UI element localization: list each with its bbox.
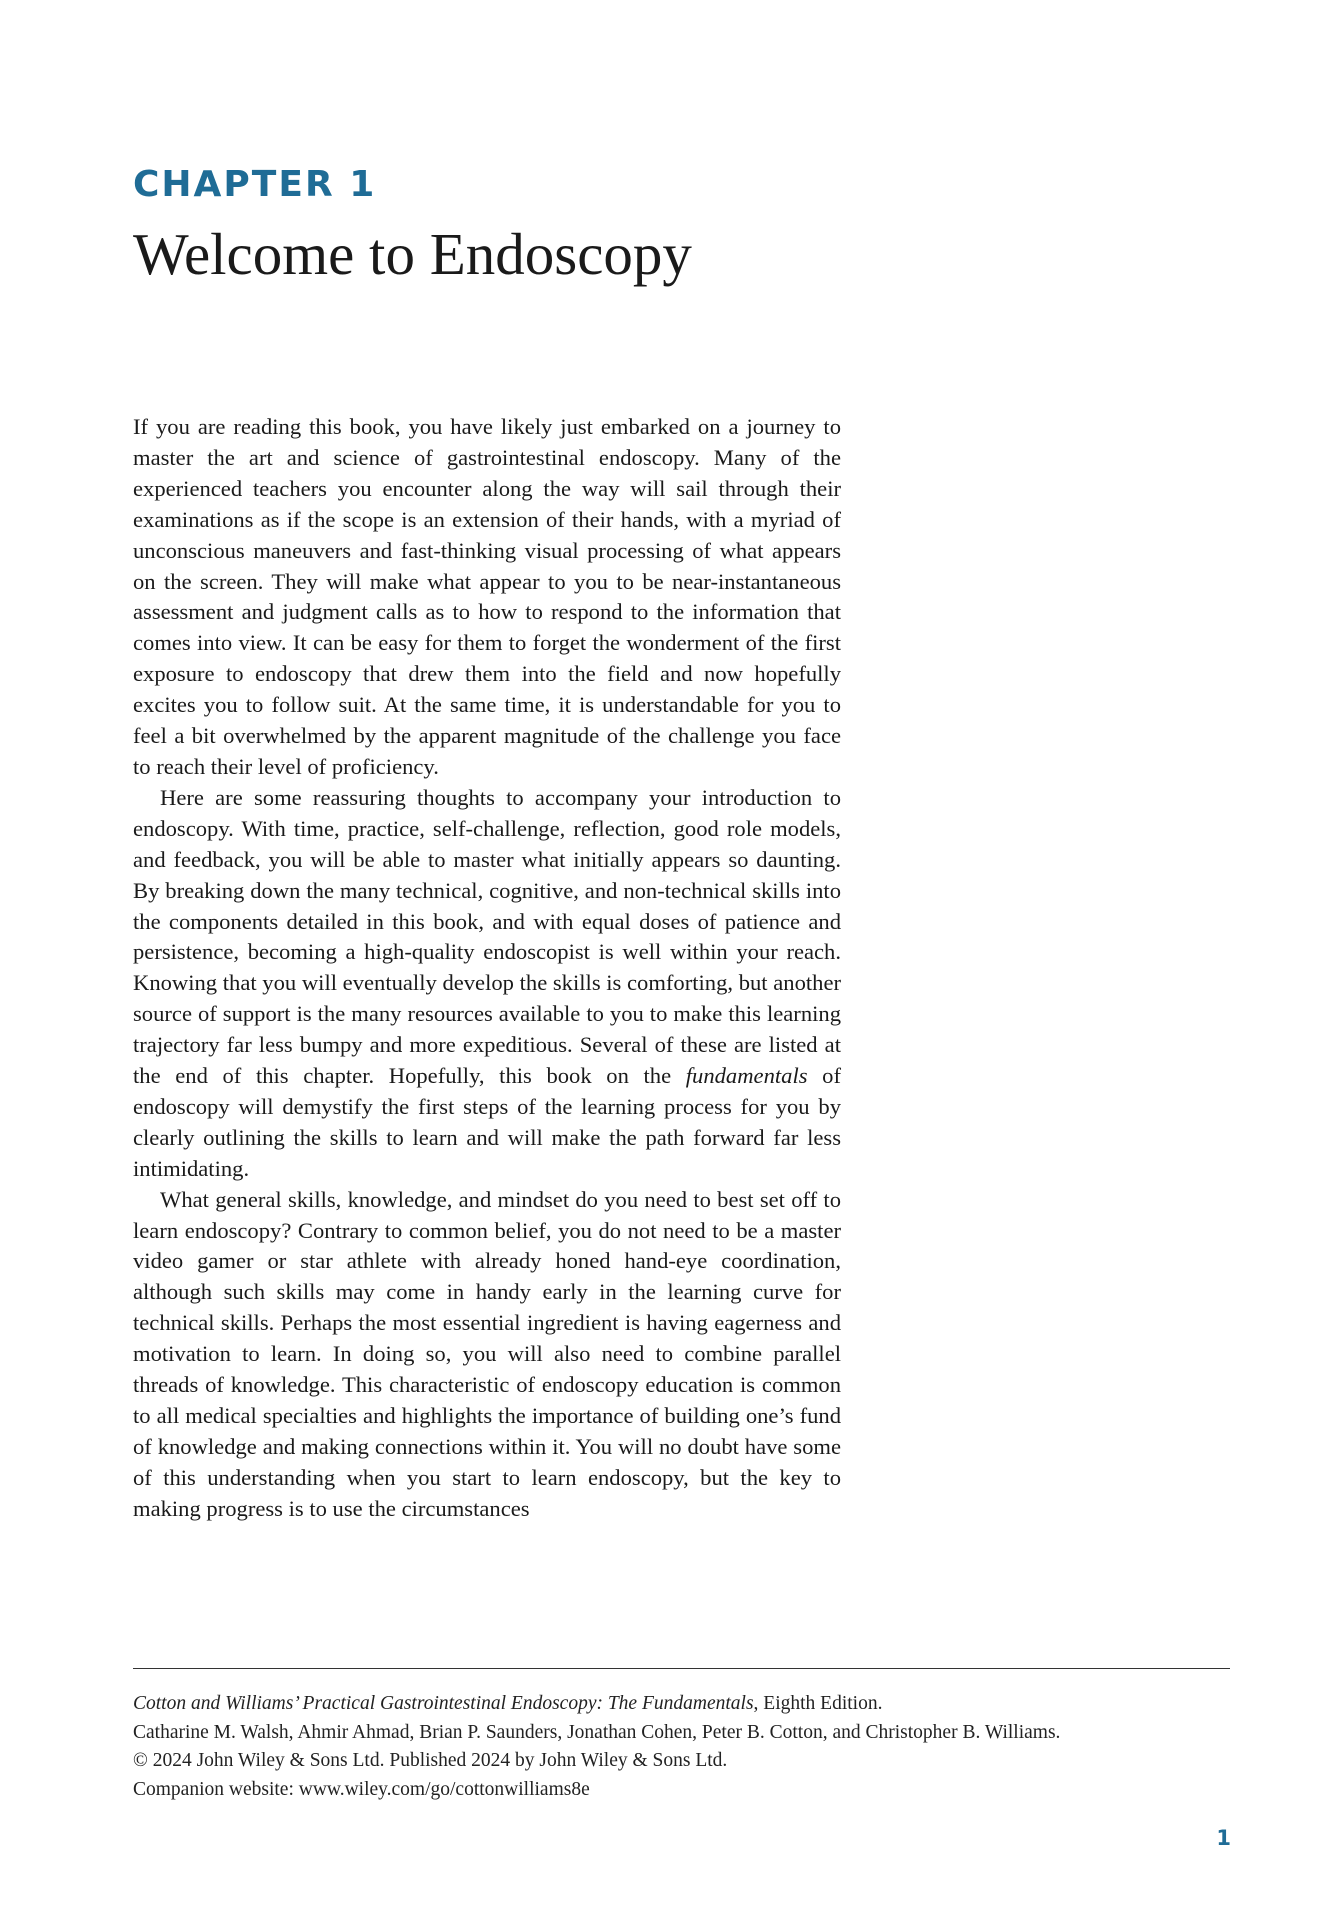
companion-label: Companion website: <box>133 1778 299 1800</box>
book-title: Cotton and Williams’ Practical Gastrointestinal Endoscopy: The Fundamentals <box>133 1693 754 1714</box>
paragraph-2 <box>133 783 841 1185</box>
body-text <box>133 412 841 1525</box>
footer <box>133 1690 1243 1804</box>
paragraph-3: What general skills, knowledge, and mindset do you need to best set off to learn endoscopy? Contrary to common belief, you do not need to be a master video gamer or star athlete with already honed hand-eye coordination, although such skills may come in handy early in the learning curve for technical skills. Perhaps the most essential ingredient is having eagerness and motivation to learn. In doing so, you will also need to combine parallel threads of knowledge. This characteristic of endoscopy education is common to all medical specialties and highlights the importance of building one’s fund of knowledge and making connections within it. You will no doubt have some of this understanding when you start to learn endoscopy, but the key to making progress is to use the circumstances <box>133 1186 841 1521</box>
footer-citation <box>133 1690 1243 1719</box>
paragraph-2-end: of endoscopy will demystify the first steps of the learning process for you by clearly outlining the skills to learn and will make the path forward far less intimidating. <box>133 1063 841 1181</box>
footer-companion <box>133 1776 1243 1805</box>
paragraph-2-emphasis: fundamentals <box>685 1063 808 1089</box>
chapter-label: CHAPTER 1 <box>133 164 377 205</box>
footer-authors: Catharine M. Walsh, Ahmir Ahmad, Brian P. Saunders, Jonathan Cohen, Peter B. Cotton, and Christopher B. Williams. <box>133 1721 1061 1743</box>
footer-divider <box>133 1668 1230 1669</box>
book-edition: , Eighth Edition. <box>753 1693 883 1714</box>
chapter-title: Welcome to Endoscopy <box>133 221 692 287</box>
footer-copyright: © 2024 John Wiley & Sons Ltd. Published 2024 by John Wiley & Sons Ltd. <box>133 1750 728 1772</box>
paragraph-2-start: Here are some reassuring thoughts to accompany your introduction to endoscopy. With time, practice, self-challenge, reflection, good role models, and feedback, you will be able to master what initially appears so daunting. By breaking down the many technical, cognitive, and non-technical skills into the components detailed in this book, and with equal doses of patience and persistence, becoming a high-quality endoscopist is well within your reach. Knowing that you will eventually develop the skills is comforting, but another source of support is the many resources available to you to make this learning trajectory far less bumpy and more expeditious. Several of these are listed at the end of this chapter. Hopefully, this book on the <box>133 784 841 1089</box>
paragraph-1: If you are reading this book, you have likely just embarked on a journey to master the art and science of gastrointestinal endoscopy. Many of the experienced teachers you encounter along the way will sail through their examinations as if the scope is an extension of their hands, with a myriad of unconscious maneuvers and fast-thinking visual processing of what appears on the screen. They will make what appear to you to be near-instantaneous assessment and judgment calls as to how to respond to the information that comes into view. It can be easy for them to forget the wonderment of the first exposure to endoscopy that drew them into the field and now hopefully excites you to follow suit. At the same time, it is understandable for you to feel a bit overwhelmed by the apparent magnitude of the challenge you face to reach their level of proficiency. <box>133 414 841 779</box>
companion-url[interactable]: www.wiley.com/go/cottonwilliams8e <box>298 1778 590 1800</box>
page-number: 1 <box>1216 1826 1231 1850</box>
